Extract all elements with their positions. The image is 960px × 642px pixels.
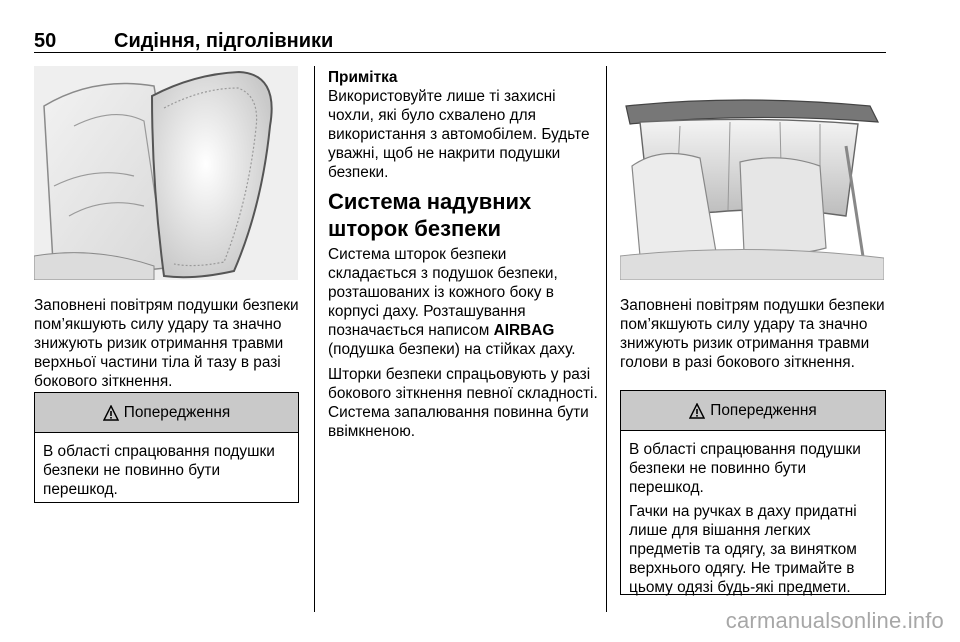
left-warning-box	[34, 392, 299, 503]
middle-column	[328, 68, 598, 441]
note-title: Примітка	[328, 69, 398, 86]
warning-triangle-icon	[103, 405, 119, 421]
section-paragraph-1: Система шторок безпеки складається з подушок безпеки, розташованих із кожного боку в корпусі даху. Розташування позначається написом AIRBAG (подушка безпеки) на стійках даху.	[328, 246, 576, 358]
right-warning-text-1: В області спрацювання подушки безпеки не повинно бути перешкод.	[629, 441, 861, 496]
side-airbag-illustration	[34, 66, 298, 280]
airbag-label: AIRBAG	[493, 322, 555, 339]
curtain-airbag-illustration	[620, 66, 884, 280]
right-warning-header	[621, 391, 885, 431]
left-caption: Заповнені повітрям подушки безпеки пом’якшують силу удару та значно знижують ризик отримання травми верхньої частини тіла й тазу в разі бокового зіткнення.	[34, 297, 299, 390]
right-warning-text-2: Гачки на ручках в даху придатні лише для вішання легких предметів та одягу, за винятком верхнього одягу. Не тримайте в цьому одязі будь-які предмети.	[629, 503, 857, 596]
right-warning-title: Попередження	[710, 401, 817, 419]
section-title: Система надувних шторок безпеки	[328, 189, 532, 241]
section-paragraph-2: Шторки безпеки спрацьовують у разі бокового зіткнення певної складності. Система запалювання повинна бути ввімкненою.	[328, 366, 598, 440]
note-text: Використовуйте лише ті захисні чохли, які було схвалено для використання з автомобілем. Будьте уважні, щоб не накрити подушки безпеки.	[328, 88, 590, 181]
warning-triangle-icon	[689, 403, 705, 419]
watermark: carmanualsonline.info	[725, 608, 944, 633]
right-warning-box	[620, 390, 886, 595]
column-divider-right	[606, 66, 607, 612]
right-caption: Заповнені повітрям подушки безпеки пом’якшують силу удару та значно знижують ризик отримання травми голови в разі бокового зіткнення.	[620, 297, 885, 371]
left-warning-header	[35, 393, 298, 433]
left-warning-text: В області спрацювання подушки безпеки не повинно бути перешкод.	[43, 443, 275, 498]
page-number: 50	[34, 30, 57, 52]
page-title: Сидіння, підголівники	[114, 30, 334, 52]
column-divider-left	[314, 66, 315, 612]
left-warning-title: Попередження	[123, 403, 231, 421]
page-header	[34, 30, 886, 53]
